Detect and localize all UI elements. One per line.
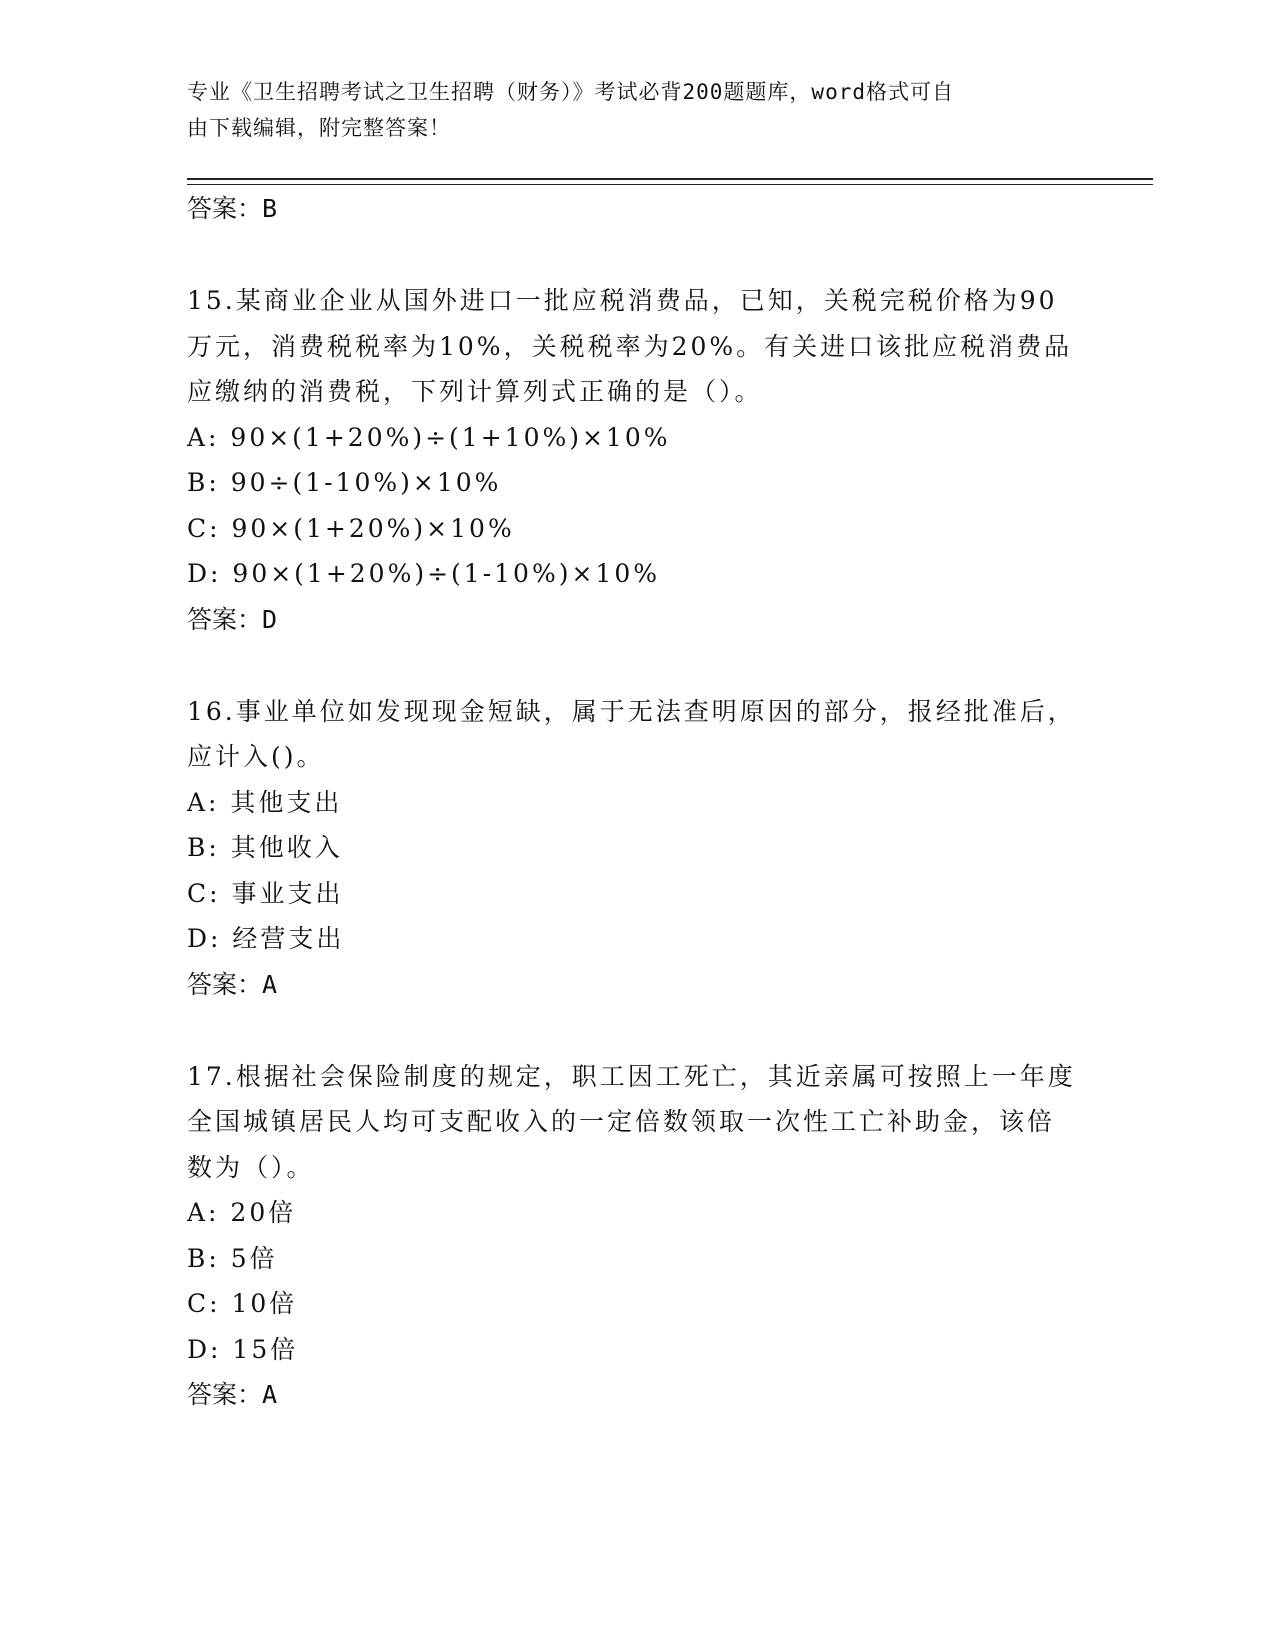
option-b: B: 90÷(1-10%)×10% xyxy=(187,468,502,497)
option-a: A: 20倍 xyxy=(187,1198,297,1227)
answer-value: B xyxy=(262,194,278,223)
question-number: 16. xyxy=(187,696,236,726)
question-stem xyxy=(187,1054,1077,1191)
answer-label: 答案： xyxy=(187,604,263,634)
answer-label: 答案： xyxy=(187,194,263,223)
header-line-2: 由下载编辑，附完整答案！ xyxy=(187,116,451,140)
answer-label: 答案： xyxy=(187,969,263,999)
question-15-answer xyxy=(187,597,1087,643)
question-17-answer xyxy=(187,1372,1087,1418)
answer-value: A xyxy=(262,969,278,999)
header-divider-thick xyxy=(187,178,1153,180)
header-divider-thin xyxy=(187,184,1153,185)
question-16-answer xyxy=(187,962,1087,1008)
previous-answer xyxy=(187,186,1087,232)
question-text: 事业单位如发现现金短缺，属于无法查明原因的部分，报经批准后，应计入()。 xyxy=(187,696,1076,771)
answer-value: A xyxy=(262,1380,278,1409)
spacer xyxy=(187,1008,1087,1054)
question-text: 根据社会保险制度的规定，职工因工死亡，其近亲属可按照上一年度全国城镇居民人均可支配收入的一定倍数领取一次性工亡补助金，该倍数为（）。 xyxy=(187,1061,1076,1182)
answer-value: D xyxy=(262,604,278,634)
question-number: 17. xyxy=(187,1061,236,1091)
question-text: 某商业企业从国外进口一批应税消费品，已知，关税完税价格为90万元，消费税税率为10%，关税税率为20%。有关进口该批应税消费品应缴纳的消费税，下列计算列式正确的是（）。 xyxy=(187,286,1073,406)
option-b: B: 5倍 xyxy=(187,1243,278,1273)
question-17 xyxy=(187,1054,1087,1373)
header-line-1: 专业《卫生招聘考试之卫生招聘（财务）》考试必背200题题库，word格式可自 xyxy=(187,80,954,104)
option-c: C: 90×(1+20%)×10% xyxy=(187,513,515,543)
option-a: A: 90×(1+20%)÷(1+10%)×10% xyxy=(187,422,671,452)
option-d: D: 15倍 xyxy=(187,1334,299,1364)
answer-label: 答案： xyxy=(187,1380,263,1409)
option-c: C: 事业支出 xyxy=(187,878,344,908)
option-d: D: 经营支出 xyxy=(187,924,345,953)
spacer xyxy=(187,643,1087,689)
question-16 xyxy=(187,689,1087,962)
question-stem xyxy=(187,689,1077,780)
question-number: 15. xyxy=(187,286,236,315)
question-stem xyxy=(187,278,1077,415)
option-d: D: 90×(1+20%)÷(1-10%)×10% xyxy=(187,559,660,588)
document-header xyxy=(187,74,1067,146)
spacer xyxy=(187,232,1087,278)
option-b: B: 其他收入 xyxy=(187,833,343,862)
option-c: C: 10倍 xyxy=(187,1289,298,1318)
question-15 xyxy=(187,278,1087,597)
question-list xyxy=(187,186,1087,1418)
option-a: A: 其他支出 xyxy=(187,787,343,817)
